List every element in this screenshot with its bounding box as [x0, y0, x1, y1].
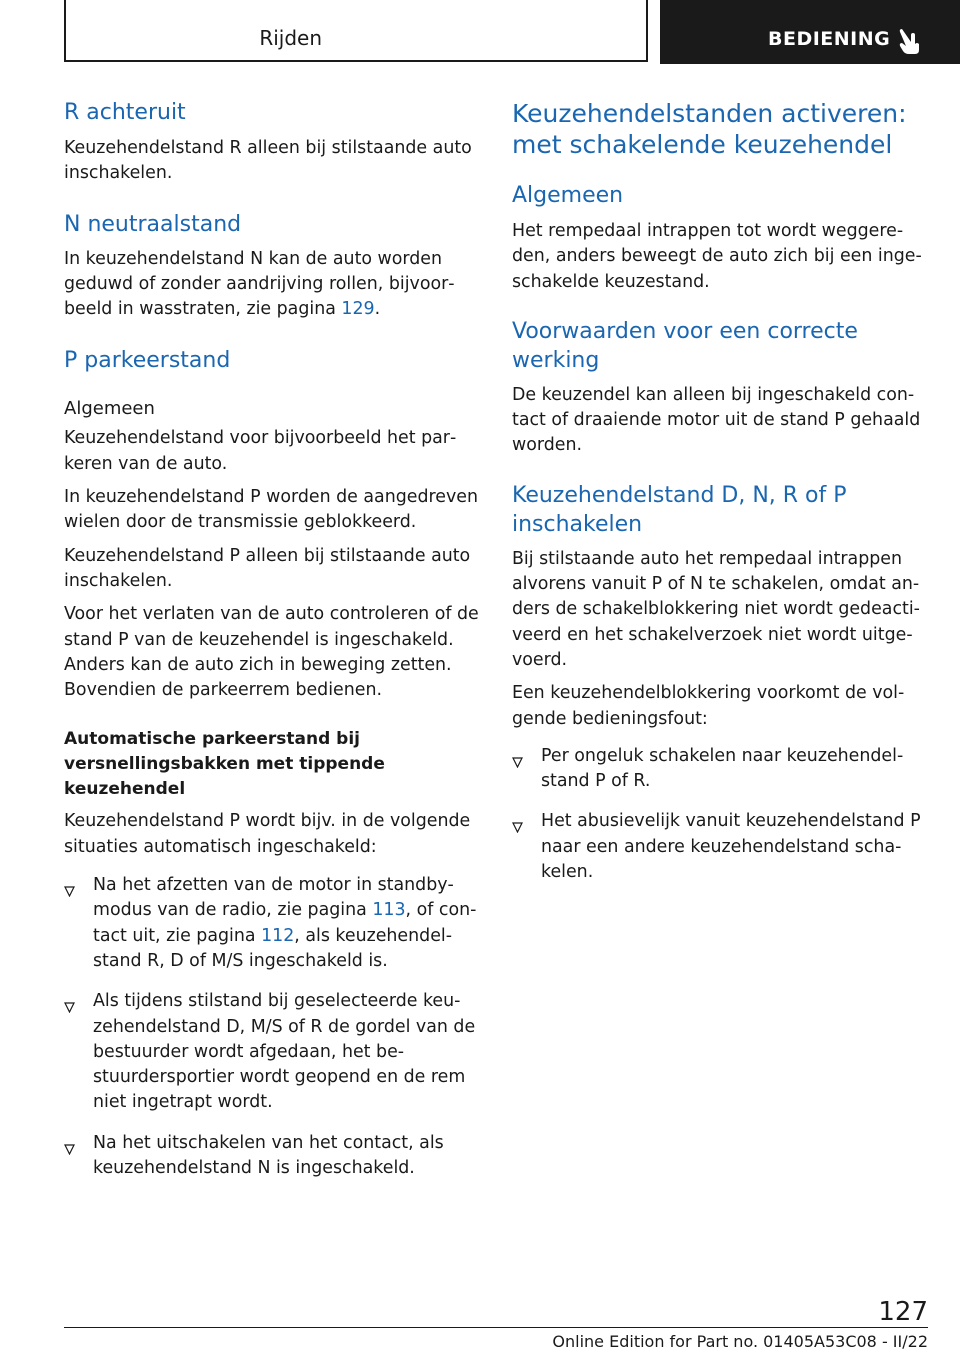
- paragraph-p-4: Voor het verlaten van de auto controleren of de stand P van de keuzehendel is ingeschakeld. Anders kan de auto zich in beweging zetten. Bovendien de parkeerrem bedienen.: [64, 604, 479, 701]
- paragraph-voorwaarden: De keuzendel kan alleen bij ingeschakeld contact of draaiende motor uit de stand P gehaald worden.: [512, 384, 921, 456]
- left-column: [64, 98, 480, 1181]
- text-run: .: [374, 299, 381, 320]
- paragraph-r-achteruit: Keuzehendelstand R alleen bij stilstaande auto inschakelen.: [64, 138, 472, 184]
- text-run: Per ongeluk schakelen naar keuzehendelstand P of R.: [541, 745, 904, 792]
- list-item: [64, 873, 480, 974]
- paragraph-automatische: Keuzehendelstand P wordt bijv. in de volgende situaties automatisch ingeschakeld:: [64, 811, 471, 857]
- list-item: [512, 744, 928, 795]
- section-title: Rijden: [259, 26, 322, 50]
- paragraph-p-2: In keuzehendelstand P worden de aangedreven wielen door de transmissie geblokkeerd.: [64, 487, 478, 533]
- list-item: [64, 989, 480, 1115]
- paragraph-dnrp-1: Bij stilstaande auto het rempedaal intrappen alvorens vanuit P of N te schakelen, omdat anders de schakelblokkering niet wordt gedeactiveerd en het schakelverzoek niet wordt uitgevoerd.: [512, 548, 920, 670]
- bullet-list-left: [64, 873, 480, 1181]
- hand-pointer-icon: [896, 26, 922, 60]
- paragraph-p-1: Keuzehendelstand voor bijvoorbeeld het parkeren van de auto.: [64, 428, 457, 474]
- triangle-bullet-icon: [512, 751, 523, 776]
- text-run: Na het afzetten van de motor in standbymodus van de radio, zie pagina: [93, 875, 454, 921]
- triangle-bullet-icon: [512, 816, 523, 841]
- text-run: Als tijdens stilstand bij geselecteerde keuzehendelstand D, M/S of R de gordel van de bestuurder wordt afgedaan, het bestuurdersportier wordt geopend en de rem niet ingetrapt wordt.: [93, 991, 476, 1113]
- page-link-112[interactable]: 112: [261, 925, 295, 946]
- text-run: Het abusievelijk vanuit keuzehendelstand P naar een andere keuzehendelstand schakelen.: [541, 811, 921, 883]
- text-run: , of contact uit, zie pagina: [93, 900, 477, 946]
- heading-voorwaarden: Voorwaarden voor een correcte werking: [512, 318, 858, 373]
- triangle-bullet-icon: [64, 1138, 75, 1163]
- paragraph-n-neutraalstand: [64, 247, 480, 323]
- heading-keuzehendelstanden-activeren: Keuzehendelstanden activeren: met schakelende keuzehendel: [512, 99, 907, 159]
- page-number: 127: [878, 1297, 928, 1327]
- paragraph-algemeen: Het rempedaal intrappen tot wordt weggereden, anders beweegt de auto zich bij een ingeschakelde keuzestand.: [512, 221, 922, 292]
- triangle-bullet-icon: [64, 880, 75, 905]
- text-run: Na het uitschakelen van het contact, als keuzehendelstand N is ingeschakeld.: [93, 1132, 444, 1179]
- heading-algemeen: Algemeen: [512, 183, 624, 208]
- paragraph-p-3: Keuzehendelstand P alleen bij stilstaande auto inschakelen.: [64, 545, 471, 591]
- page-link-113[interactable]: 113: [372, 900, 406, 921]
- right-column: [512, 98, 928, 885]
- list-item: [512, 809, 928, 885]
- chapter-tab-label: BEDIENING: [768, 28, 891, 50]
- heading-dnrp-inschakelen: Keuzehendelstand D, N, R of P inschakelen: [512, 482, 847, 537]
- paragraph-dnrp-2: Een keuzehendelblokkering voorkomt de volgende bedieningsfout:: [512, 683, 905, 729]
- list-item: [64, 1131, 480, 1182]
- chapter-tab[interactable]: [660, 0, 960, 64]
- text-run: , als keuzehendelstand R, D of M/S ingeschakeld is.: [93, 925, 453, 971]
- heading-n-neutraalstand: N neutraalstand: [64, 211, 242, 237]
- heading-p-parkeerstand: P parkeerstand: [64, 348, 231, 374]
- footer-edition: Online Edition for Part no. 01405A53C08 - II/22: [552, 1332, 928, 1351]
- heading-r-achteruit: R achteruit: [64, 100, 186, 125]
- footer-divider: [64, 1327, 928, 1328]
- text-run: In keuzehendelstand N kan de auto worden geduwd of zonder aandrijving rollen, bijvoorbeeld in wasstraten, zie pagina: [64, 248, 455, 320]
- subheading-automatische-parkeerstand: Automatische parkeerstand bij versnellingsbakken met tippende keuzehendel: [64, 729, 385, 800]
- page-link-129[interactable]: 129: [341, 299, 375, 320]
- bullet-list-right: [512, 744, 928, 885]
- header-frame: [64, 0, 648, 62]
- subheading-algemeen: Algemeen: [64, 398, 155, 420]
- triangle-bullet-icon: [64, 996, 75, 1021]
